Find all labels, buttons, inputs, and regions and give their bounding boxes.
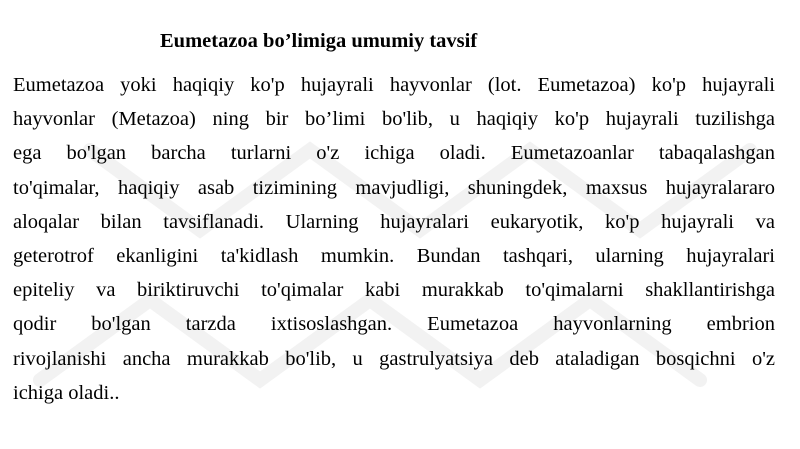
body-line: epiteliy va biriktiruvchi to'qimalar kabi murakkab to'qimalarni shakllantirishga	[13, 279, 775, 302]
body-line: geterotrof ekanligini ta'kidlash mumkin. Bundan tashqari, ularning hujayralari	[13, 244, 775, 267]
body-line: aloqalar bilan tavsiflanadi. Ularning hujayralari eukaryotik, ko'p hujayrali va	[13, 210, 775, 233]
body-line: hayvonlar (Metazoa) ning bir bo’limi bo'lib, u haqiqiy ko'p hujayrali tuzilishga	[13, 108, 775, 131]
body-line: to'qimalar, haqiqiy asab tizimining mavjudligi, shuningdek, maxsus hujayralararo	[13, 176, 775, 199]
document-title: Eumetazoa bo’limiga umumiy tavsif	[160, 30, 478, 52]
body-line: ega bo'lgan barcha turlarni o'z ichiga oladi. Eumetazoanlar tabaqalashgan	[13, 142, 775, 165]
body-line: ichiga oladi..	[13, 381, 120, 404]
body-line: qodir bo'lgan tarzda ixtisoslashgan. Eumetazoa hayvonlarning embrion	[13, 313, 775, 336]
body-line: Eumetazoa yoki haqiqiy ko'p hujayrali hayvonlar (lot. Eumetazoa) ko'p hujayrali	[13, 74, 775, 96]
body-line: rivojlanishi ancha murakkab bo'lib, u gastrulyatsiya deb ataladigan bosqichni o'z	[13, 347, 775, 370]
document-body	[13, 68, 775, 410]
